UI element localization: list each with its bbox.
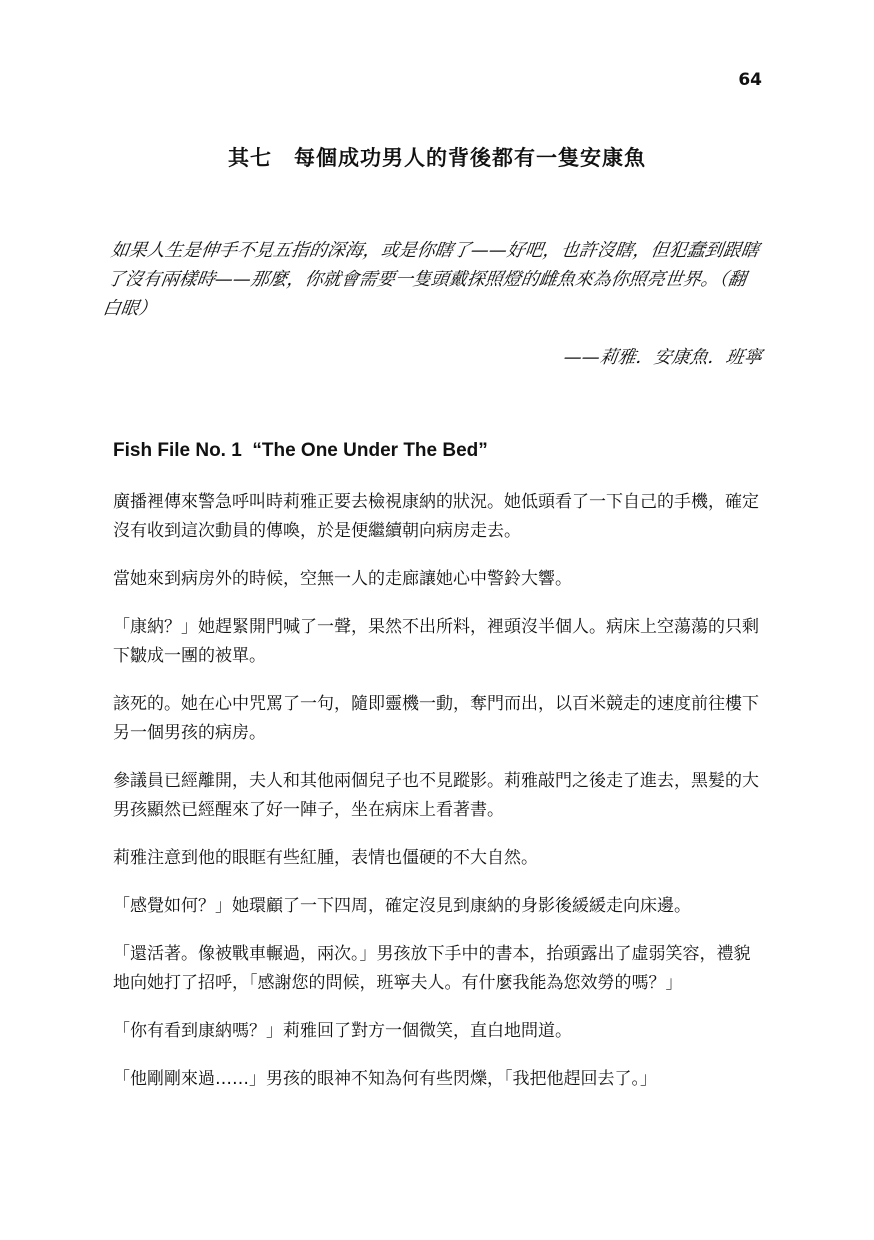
chapter-title: 其七 每個成功男人的背後都有一隻安康魚 [228, 146, 646, 170]
paragraph: 參議員已經離開，夫人和其他兩個兒子也不見蹤影。莉雅敲門之後走了進去，黑髮的大男孩顯然已經醒來了好一陣子，坐在病床上看著書。 [113, 771, 759, 820]
section-heading: Fish File No. 1 “The One Under The Bed” [113, 440, 488, 461]
paragraph: 「感覺如何？」她環顧了一下四周，確定沒見到康納的身影後緩緩走向床邊。 [113, 896, 691, 916]
paragraph: 「康納？」她趕緊開門喊了一聲，果然不出所料，裡頭沒半個人。病床上空蕩蕩的只剩下皺成一團的被單。 [113, 617, 759, 666]
epigraph: 如果人生是伸手不見五指的深海，或是你瞎了——好吧，也許沒瞎，但犯蠢到跟瞎了沒有兩樣時——那麼，你就會需要一隻頭戴探照燈的雌魚來為你照亮世界。（翻白眼） [101, 240, 761, 319]
paragraph: 當她來到病房外的時候，空無一人的走廊讓她心中警鈴大響。 [113, 569, 572, 589]
paragraph: 「他剛剛來過……」男孩的眼神不知為何有些閃爍，「我把他趕回去了。」 [113, 1069, 657, 1089]
paragraph: 該死的。她在心中咒罵了一句，隨即靈機一動，奪門而出，以百米競走的速度前往樓下另一個男孩的病房。 [113, 694, 759, 743]
paragraph: 「還活著。像被戰車輾過，兩次。」男孩放下手中的書本，抬頭露出了虛弱笑容，禮貌地向她打了招呼，「感謝您的問候，班寧夫人。有什麼我能為您效勞的嗎？」 [113, 944, 751, 993]
paragraph: 「你有看到康納嗎？」莉雅回了對方一個微笑，直白地問道。 [113, 1021, 572, 1041]
epigraph-attribution: ——莉雅．安康魚．班寧 [562, 347, 764, 368]
page-number: 64 [738, 70, 762, 90]
paragraph: 廣播裡傳來警急呼叫時莉雅正要去檢視康納的狀況。她低頭看了一下自己的手機，確定沒有收到這次動員的傳喚，於是便繼續朝向病房走去。 [113, 492, 759, 541]
body-text [113, 488, 763, 1113]
paragraph: 莉雅注意到他的眼眶有些紅腫，表情也僵硬的不大自然。 [113, 848, 538, 868]
